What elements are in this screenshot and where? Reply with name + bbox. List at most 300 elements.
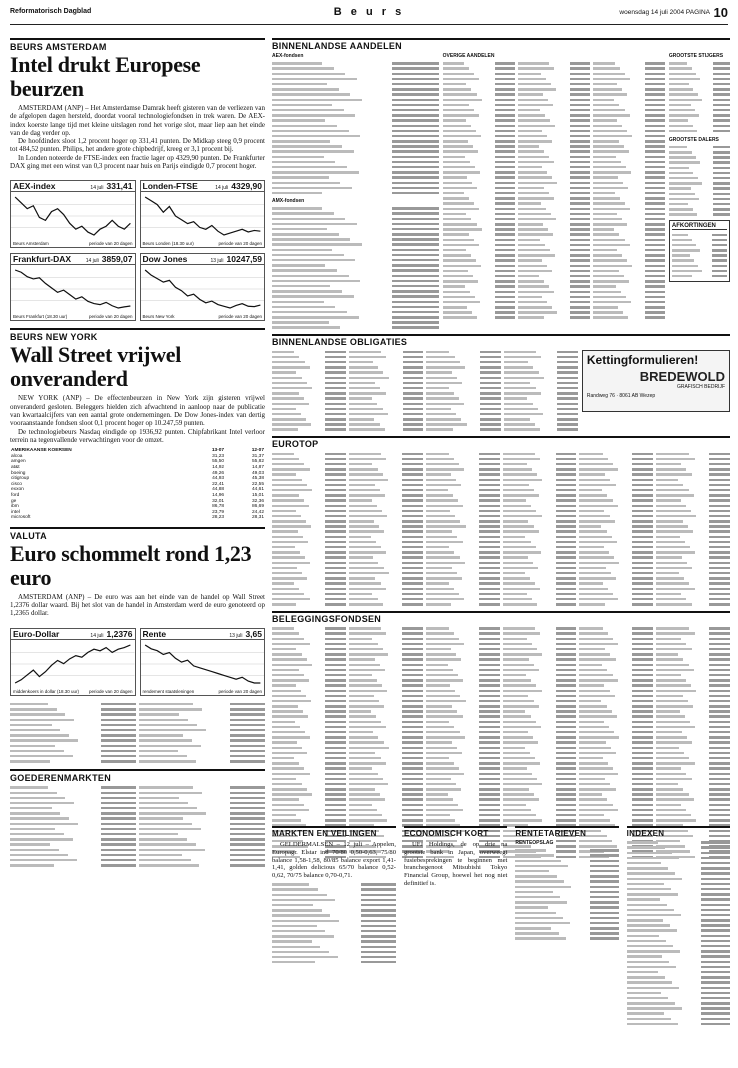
quote-value-bar — [479, 705, 500, 707]
quote-value-bar — [570, 130, 590, 132]
quote-value-bar — [632, 767, 653, 769]
ad-bredewold[interactable] — [582, 350, 730, 412]
quote-value-bar — [479, 700, 500, 702]
quote-name-bar — [349, 582, 381, 584]
quote-name-bar — [272, 73, 345, 75]
quote-value-bar — [709, 798, 730, 800]
quote-value-bar — [701, 929, 730, 931]
quote-value-bar — [325, 489, 346, 491]
quote-value-bar — [556, 798, 577, 800]
quote-name-bar — [656, 577, 684, 579]
quote-value-bar — [402, 577, 423, 579]
quote-name-bar — [656, 525, 688, 527]
quote-name-bar — [139, 708, 202, 710]
quote-name-bar — [426, 515, 456, 517]
page-header — [10, 5, 728, 25]
quote-value-bar — [556, 679, 577, 681]
quote-value-bar — [709, 726, 730, 728]
quote-name-bar — [349, 536, 371, 538]
chart-value: 4329,90 — [231, 181, 262, 192]
quote-value-bar — [230, 807, 265, 809]
quote-value-bar — [713, 104, 730, 106]
quote-value-bar — [495, 156, 515, 158]
chart-title — [11, 181, 135, 192]
quote-column — [504, 349, 578, 432]
quote-value-bar — [701, 893, 730, 895]
quote-name-bar — [627, 935, 659, 937]
quote-value-bar — [479, 788, 500, 790]
quote-value-bar — [480, 377, 501, 379]
quote-value-bar — [495, 88, 515, 90]
quote-name-bar — [443, 275, 473, 277]
quote-name-bar — [272, 428, 298, 430]
quote-value-bar — [709, 510, 730, 512]
quote-value-bar — [402, 572, 423, 574]
quote-value-bar — [701, 961, 730, 963]
header-cell: AMERIKAANSE KOERSEN — [11, 448, 72, 454]
quote-name-bar — [503, 598, 533, 600]
quote-value-bar — [709, 562, 730, 564]
quote-value-bar — [402, 582, 423, 584]
quote-name-bar — [656, 458, 694, 460]
quote-value-bar — [645, 78, 665, 80]
quote-name-bar — [349, 361, 373, 363]
quote-value-bar — [570, 145, 590, 147]
quote-value-bar — [590, 927, 619, 929]
quote-name-bar — [272, 140, 330, 142]
quote-value-bar — [632, 572, 653, 574]
quote-value-bar — [570, 166, 590, 168]
quote-value-bar — [392, 212, 439, 214]
quote-value-bar — [713, 203, 730, 205]
quote-name-bar — [272, 930, 325, 932]
quote-name-bar — [443, 99, 482, 101]
quote-value-bar — [645, 99, 665, 101]
quote-name-bar — [426, 525, 466, 527]
quote-name-bar — [669, 109, 695, 111]
quote-value-bar — [709, 556, 730, 558]
quote-value-bar — [570, 197, 590, 199]
quote-name-bar — [579, 567, 606, 569]
quote-name-bar — [272, 961, 315, 963]
kort-text — [404, 841, 507, 888]
quote-name-bar — [503, 695, 529, 697]
quote-name-bar — [593, 150, 629, 152]
quote-name-bar — [503, 778, 538, 780]
quote-row — [627, 1022, 730, 1027]
quote-name-bar — [443, 156, 465, 158]
quote-value-bar — [495, 265, 515, 267]
quote-name-bar — [349, 695, 374, 697]
quote-name-bar — [579, 715, 617, 717]
quote-name-bar — [656, 593, 681, 595]
quote-value-bar — [402, 632, 423, 634]
quote-name-bar — [443, 228, 482, 230]
quote-name-bar — [579, 752, 616, 754]
quote-value-bar — [632, 731, 653, 733]
quote-value-bar — [480, 371, 501, 373]
quote-value-bar — [557, 418, 578, 420]
quote-name-bar — [349, 757, 381, 759]
quote-value-bar — [325, 541, 346, 543]
quote-value-bar — [402, 627, 423, 629]
chart-name: Euro-Dollar — [13, 628, 60, 639]
quote-name-bar — [272, 290, 342, 292]
quote-name-bar — [656, 695, 683, 697]
quote-value-bar — [325, 562, 346, 564]
quote-value-bar — [101, 854, 136, 856]
quote-name-bar — [656, 736, 687, 738]
quote-name-bar — [627, 945, 673, 947]
quote-row — [272, 191, 439, 196]
quote-value-bar — [709, 757, 730, 759]
quote-value-bar — [392, 145, 439, 147]
quote-name-bar — [426, 793, 448, 795]
quote-name-bar — [272, 582, 294, 584]
quote-name-bar — [503, 632, 541, 634]
quote-value-bar — [701, 914, 730, 916]
quote-name-bar — [443, 208, 480, 210]
quote-value-bar — [392, 192, 439, 194]
quote-value-bar — [632, 653, 653, 655]
quote-value-bar — [230, 838, 265, 840]
quote-value-bar — [495, 130, 515, 132]
quote-name-bar — [579, 757, 603, 759]
quote-name-bar — [272, 888, 318, 890]
quote-name-bar — [272, 904, 313, 906]
quote-value-bar — [556, 783, 577, 785]
quote-name-bar — [443, 125, 471, 127]
section-eurotop: EUROTOP — [272, 436, 730, 449]
quote-name-bar — [656, 515, 696, 517]
quote-value-bar — [556, 582, 577, 584]
quote-name-bar — [272, 935, 334, 937]
quote-name-bar — [503, 577, 530, 579]
quote-value-bar — [709, 489, 730, 491]
quote-name-bar — [272, 747, 302, 749]
quote-name-bar — [272, 321, 329, 323]
quote-value-bar — [325, 684, 346, 686]
quote-name-bar — [272, 408, 296, 410]
quote-value-bar — [709, 458, 730, 460]
quote-name-bar — [272, 78, 357, 80]
quote-name-bar — [627, 955, 662, 957]
quote-value-bar — [230, 864, 265, 866]
quote-name-bar — [426, 392, 453, 394]
quote-value-bar — [402, 674, 423, 676]
quote-name-bar — [10, 849, 59, 851]
quote-name-bar — [656, 658, 683, 660]
table-cell: boeing — [11, 470, 26, 476]
quote-value-bar — [495, 99, 515, 101]
quote-name-bar — [518, 223, 543, 225]
quote-value-bar — [495, 140, 515, 142]
quote-name-bar — [349, 736, 379, 738]
quote-name-bar — [10, 745, 55, 747]
quote-name-bar — [426, 473, 451, 475]
quote-name-bar — [518, 78, 546, 80]
quote-name-bar — [349, 638, 373, 640]
chart-period: periode van 20 dagen — [88, 688, 133, 694]
quote-name-bar — [504, 392, 541, 394]
table-cell: 44,88 — [212, 487, 225, 493]
quote-name-bar — [272, 525, 311, 527]
quote-name-bar — [272, 119, 325, 121]
quote-name-bar — [656, 567, 692, 569]
kicker-amsterdam: BEURS AMSTERDAM — [10, 38, 265, 52]
quote-value-bar — [495, 166, 515, 168]
quote-value-bar — [392, 125, 439, 127]
quote-value-bar — [361, 930, 396, 932]
table-cell: microsoft — [11, 515, 31, 521]
quote-name-bar — [272, 658, 307, 660]
quote-name-bar — [349, 664, 380, 666]
quote-value-bar — [645, 301, 665, 303]
table-cell: 49,26 — [212, 470, 225, 476]
quote-name-bar — [503, 798, 540, 800]
quote-value-bar — [632, 484, 653, 486]
quote-name-bar — [272, 280, 360, 282]
quote-value-bar — [712, 265, 727, 267]
quote-name-bar — [579, 588, 608, 590]
quote-name-bar — [349, 479, 388, 481]
quote-name-bar — [349, 653, 388, 655]
chart-value: 10247,59 — [226, 254, 262, 265]
quote-name-bar — [10, 729, 60, 731]
quote-value-bar — [632, 551, 653, 553]
quote-value-bar — [709, 627, 730, 629]
quote-value-bar — [701, 955, 730, 957]
quote-value-bar — [713, 146, 730, 148]
quote-value-bar — [632, 809, 653, 811]
quote-name-bar — [579, 684, 604, 686]
quote-name-bar — [579, 603, 605, 605]
quote-value-bar — [230, 812, 265, 814]
quote-name-bar — [579, 582, 603, 584]
quote-name-bar — [10, 859, 77, 861]
quote-value-bar — [570, 182, 590, 184]
quote-name-bar — [349, 408, 382, 410]
quote-name-bar — [518, 62, 549, 64]
quote-name-bar — [272, 914, 330, 916]
quote-value-bar — [570, 125, 590, 127]
quote-value-bar — [392, 73, 439, 75]
quote-name-bar — [579, 700, 601, 702]
quote-value-bar — [645, 223, 665, 225]
bottom-columns — [272, 821, 730, 1027]
quote-value-bar — [632, 664, 653, 666]
quote-value-bar — [479, 505, 500, 507]
quote-value-bar — [556, 593, 577, 595]
quote-name-bar — [272, 638, 304, 640]
quote-value-bar — [645, 208, 665, 210]
quote-row — [139, 759, 265, 764]
quote-name-bar — [426, 778, 451, 780]
quote-value-bar — [645, 239, 665, 241]
chart-footer — [143, 241, 263, 246]
quote-name-bar — [10, 792, 57, 794]
quote-value-bar — [402, 793, 423, 795]
quote-value-bar — [392, 62, 439, 64]
quote-name-bar — [503, 747, 525, 749]
quote-value-bar — [392, 285, 439, 287]
quote-value-bar — [632, 773, 653, 775]
quote-name-bar — [272, 489, 312, 491]
kicker-valuta: VALUTA — [10, 527, 265, 541]
quote-name-bar — [656, 520, 683, 522]
paragraph: UFJ Holdings, de op drie na grootste bank in Japan, overweegt fusiebesprekingen te beginnen met branchegenoot Mitsubishi Tokyo Financial Group, hoewel het nog niet definitief is. — [404, 841, 508, 887]
quote-value-bar — [632, 658, 653, 660]
quote-name-bar — [349, 572, 389, 574]
quote-value-bar — [556, 572, 577, 574]
quote-value-bar — [101, 823, 136, 825]
quote-value-bar — [325, 809, 346, 811]
quote-name-bar — [272, 752, 307, 754]
quote-name-bar — [669, 130, 697, 132]
quote-name-bar — [518, 187, 544, 189]
quote-value-bar — [479, 653, 500, 655]
quote-value-bar — [701, 909, 730, 911]
quote-name-bar — [518, 93, 543, 95]
quote-name-bar — [272, 809, 309, 811]
quote-name-bar — [272, 392, 299, 394]
quote-name-bar — [272, 700, 311, 702]
quote-name-bar — [593, 73, 625, 75]
quote-name-bar — [515, 896, 559, 898]
quote-value-bar — [632, 700, 653, 702]
quote-name-bar — [656, 494, 694, 496]
quote-row — [443, 315, 515, 320]
quote-value-bar — [325, 463, 346, 465]
markten-list — [272, 882, 396, 965]
quote-value-bar — [402, 721, 423, 723]
quote-value-bar — [325, 643, 346, 645]
quote-value-bar — [632, 643, 653, 645]
quote-name-bar — [669, 167, 689, 169]
quote-name-bar — [579, 593, 613, 595]
quote-value-bar — [325, 577, 346, 579]
table-cell: 28,31 — [251, 515, 264, 521]
quote-name-bar — [349, 551, 387, 553]
quote-name-bar — [672, 244, 696, 246]
quote-name-bar — [515, 849, 546, 851]
quote-name-bar — [515, 937, 566, 939]
chart-title — [11, 629, 135, 640]
quote-value-bar — [632, 520, 653, 522]
quote-value-bar — [325, 515, 346, 517]
quote-value-bar — [392, 78, 439, 80]
quote-name-bar — [272, 166, 347, 168]
quote-row — [272, 325, 439, 330]
quote-name-bar — [272, 546, 295, 548]
quote-value-bar — [230, 859, 265, 861]
quote-value-bar — [101, 734, 136, 736]
quote-value-bar — [402, 690, 423, 692]
paragraph: De hoofdindex sloot 1,2 procent hoger op 331,41 punten. De Midkap steeg 0,9 procent tot 484,52 punten. Philips, het andere grote chipbedrijf, kreeg er 3,1 procent bij. — [10, 137, 265, 154]
quote-value-bar — [479, 479, 500, 481]
quote-value-bar — [709, 690, 730, 692]
quote-name-bar — [503, 648, 538, 650]
sub-dalers: GROOTSTE DALERS — [668, 136, 719, 143]
quote-value-bar — [325, 700, 346, 702]
quote-name-bar — [272, 883, 309, 885]
quote-value-bar — [479, 643, 500, 645]
quote-value-bar — [325, 695, 346, 697]
quote-name-bar — [426, 669, 453, 671]
quote-name-bar — [272, 556, 305, 558]
quote-value-bar — [709, 669, 730, 671]
quote-name-bar — [579, 541, 617, 543]
quote-name-bar — [443, 182, 473, 184]
quote-value-bar — [479, 489, 500, 491]
quote-value-bar — [713, 198, 730, 200]
quote-name-bar — [443, 104, 469, 106]
quote-name-bar — [272, 104, 332, 106]
quote-value-bar — [392, 135, 439, 137]
ad-sub: GRAFISCH BEDRIJF — [676, 384, 725, 391]
quote-name-bar — [503, 690, 542, 692]
quote-value-bar — [479, 690, 500, 692]
quote-row — [669, 128, 730, 133]
quote-value-bar — [632, 679, 653, 681]
quote-name-bar — [579, 453, 603, 455]
quote-value-bar — [645, 150, 665, 152]
quote-name-bar — [504, 377, 544, 379]
quote-value-bar — [709, 577, 730, 579]
quote-value-bar — [570, 171, 590, 173]
quote-name-bar — [656, 562, 687, 564]
quote-value-bar — [479, 741, 500, 743]
quote-name-bar — [669, 93, 698, 95]
quote-name-bar — [139, 739, 192, 741]
quote-value-bar — [590, 854, 619, 856]
quote-name-bar — [593, 135, 632, 137]
chart-dax — [10, 253, 136, 321]
quote-name-bar — [443, 218, 472, 220]
quote-value-bar — [556, 736, 577, 738]
quote-value-bar — [392, 104, 439, 106]
quote-value-bar — [480, 408, 501, 410]
quote-value-bar — [709, 572, 730, 574]
quote-name-bar — [515, 906, 548, 908]
quote-value-bar — [402, 593, 423, 595]
quote-value-bar — [570, 239, 590, 241]
quote-value-bar — [701, 950, 730, 952]
quote-value-bar — [495, 239, 515, 241]
quote-name-bar — [518, 109, 540, 111]
quote-name-bar — [627, 904, 667, 906]
quote-value-bar — [709, 695, 730, 697]
quote-value-bar — [392, 238, 439, 240]
quote-name-bar — [426, 479, 456, 481]
quote-name-bar — [593, 208, 630, 210]
quote-value-bar — [590, 886, 619, 888]
quote-name-bar — [349, 397, 372, 399]
quote-name-bar — [139, 745, 201, 747]
quote-value-bar — [570, 99, 590, 101]
paragraph: In Londen noteerde de FTSE-index een fractie lager op 4329,90 punten. De Frankfurter DAX ging met een winst van 0,3 procent naar huis en Parijs eindigde 0,7 procent hoger. — [10, 153, 265, 171]
section-kort: ECONOMISCH KORT — [404, 826, 507, 838]
quote-name-bar — [579, 658, 615, 660]
quote-name-bar — [656, 793, 688, 795]
table-cell: 32,01 — [212, 498, 225, 504]
quote-name-bar — [503, 453, 535, 455]
quote-name-bar — [579, 798, 607, 800]
quote-value-bar — [361, 888, 396, 890]
quote-name-bar — [272, 894, 327, 896]
quote-value-bar — [479, 793, 500, 795]
quote-name-bar — [443, 73, 475, 75]
